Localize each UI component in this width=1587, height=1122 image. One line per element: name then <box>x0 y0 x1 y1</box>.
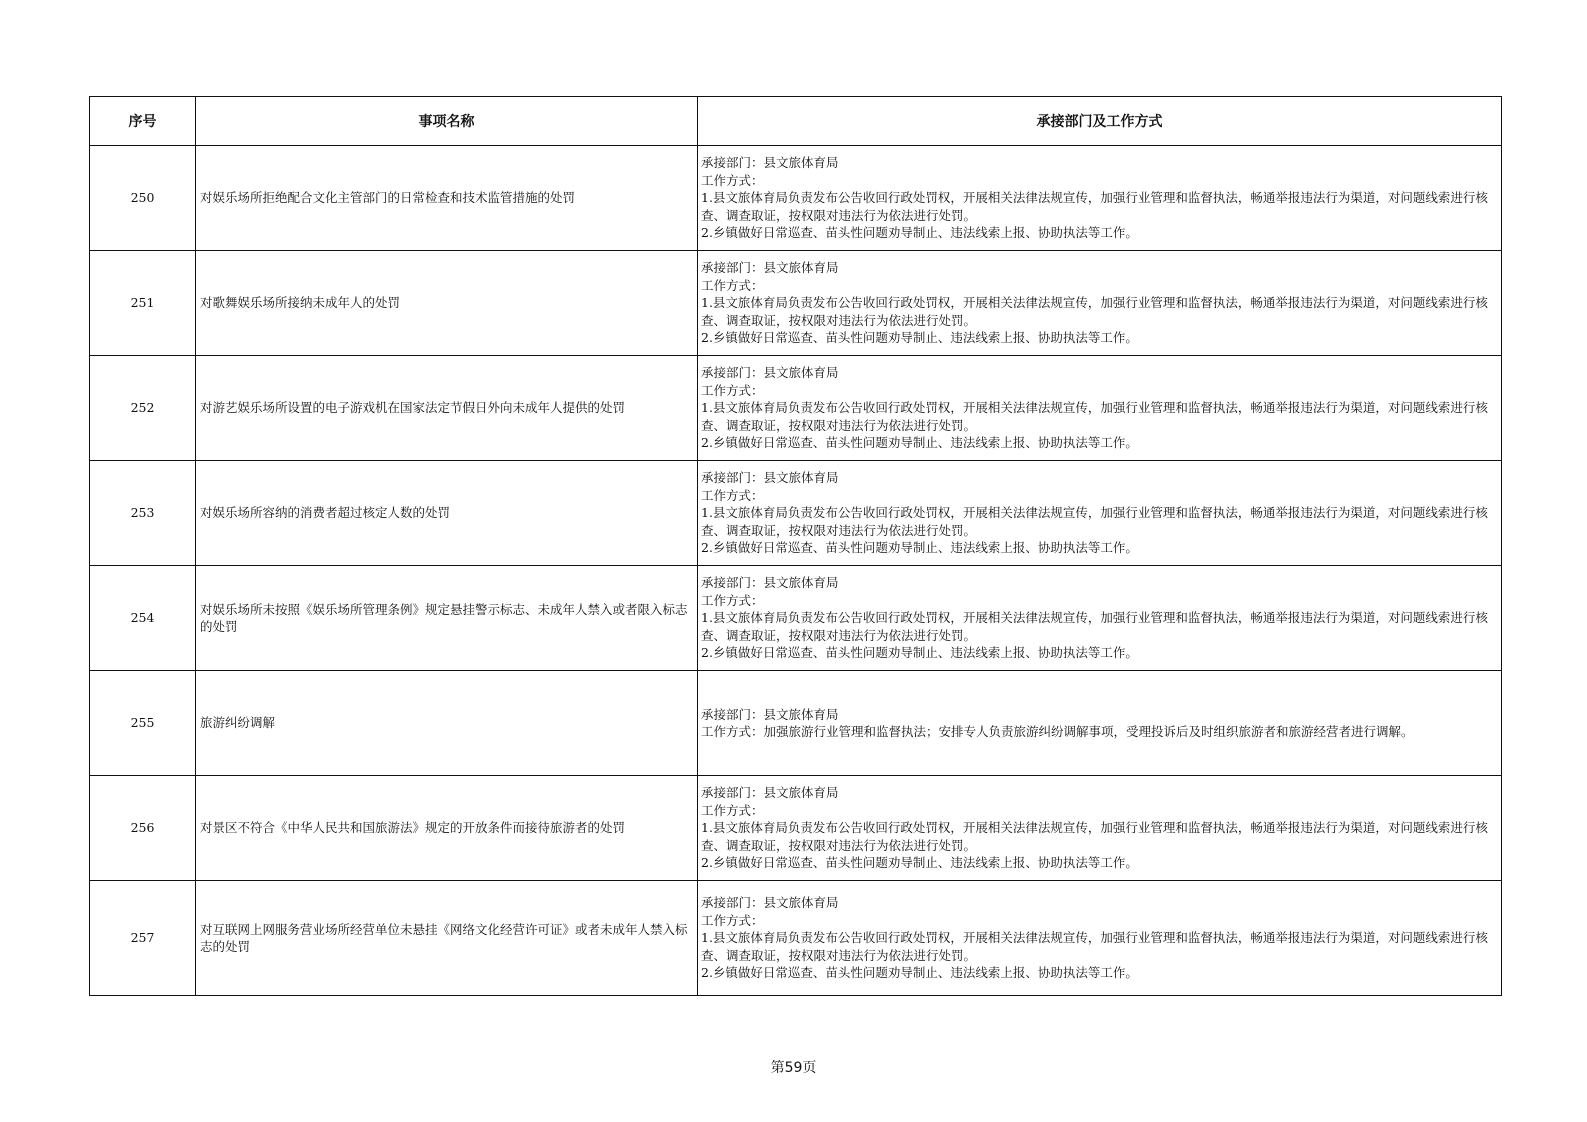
row-department: 承接部门：县文旅体育局 <box>701 260 839 276</box>
row-method-item-1: 1.县文旅体育局负责发布公告收回行政处罚权，开展相关法律法规宣传，加强行业管理和监督执法，畅通举报违法行为渠道，对问题线索进行核查、调查取证，按权限对违法行为依法进行处罚。 <box>701 505 1488 538</box>
table-row <box>90 881 1502 996</box>
items-table <box>89 96 1502 996</box>
table-row <box>90 146 1502 251</box>
row-department: 承接部门：县文旅体育局 <box>701 895 839 911</box>
row-department: 承接部门：县文旅体育局 <box>701 575 839 591</box>
row-serial-number: 251 <box>90 251 196 356</box>
row-item-name: 对游艺娱乐场所设置的电子游戏机在国家法定节假日外向未成年人提供的处罚 <box>196 356 698 461</box>
row-method-label: 工作方式： <box>701 592 764 608</box>
row-method-label: 工作方式：加强旅游行业管理和监督执法；安排专人负责旅游纠纷调解事项，受理投诉后及时组织旅游者和旅游经营者进行调解。 <box>701 724 1414 739</box>
row-department: 承接部门：县文旅体育局 <box>701 155 839 171</box>
row-method-item-2: 2.乡镇做好日常巡查、苗头性问题劝导制止、违法线索上报、协助执法等工作。 <box>701 965 1138 981</box>
row-item-name: 对景区不符合《中华人民共和国旅游法》规定的开放条件而接待旅游者的处罚 <box>196 776 698 881</box>
row-method-item-2: 2.乡镇做好日常巡查、苗头性问题劝导制止、违法线索上报、协助执法等工作。 <box>701 645 1138 661</box>
row-method-item-1: 1.县文旅体育局负责发布公告收回行政处罚权，开展相关法律法规宣传，加强行业管理和监督执法，畅通举报违法行为渠道，对问题线索进行核查、调查取证，按权限对违法行为依法进行处罚。 <box>701 190 1488 223</box>
row-method-label: 工作方式： <box>701 382 764 398</box>
row-method-item-2: 2.乡镇做好日常巡查、苗头性问题劝导制止、违法线索上报、协助执法等工作。 <box>701 330 1138 346</box>
row-method-item-1: 1.县文旅体育局负责发布公告收回行政处罚权，开展相关法律法规宣传，加强行业管理和监督执法，畅通举报违法行为渠道，对问题线索进行核查、调查取证，按权限对违法行为依法进行处罚。 <box>701 295 1488 328</box>
table-row <box>90 776 1502 881</box>
row-method-item-2: 2.乡镇做好日常巡查、苗头性问题劝导制止、违法线索上报、协助执法等工作。 <box>701 855 1138 871</box>
table-row <box>90 356 1502 461</box>
row-item-name: 旅游纠纷调解 <box>196 671 698 776</box>
row-method-item-1: 1.县文旅体育局负责发布公告收回行政处罚权，开展相关法律法规宣传，加强行业管理和监督执法，畅通举报违法行为渠道，对问题线索进行核查、调查取证，按权限对违法行为依法进行处罚。 <box>701 610 1488 643</box>
row-method-label: 工作方式： <box>701 277 764 293</box>
row-item-name: 对娱乐场所拒绝配合文化主管部门的日常检查和技术监管措施的处罚 <box>196 146 698 251</box>
row-method-item-1: 1.县文旅体育局负责发布公告收回行政处罚权，开展相关法律法规宣传，加强行业管理和监督执法，畅通举报违法行为渠道，对问题线索进行核查、调查取证，按权限对违法行为依法进行处罚。 <box>701 820 1488 853</box>
row-department-and-method <box>698 146 1502 251</box>
row-serial-number: 254 <box>90 566 196 671</box>
row-department-and-method <box>698 671 1502 776</box>
header-serial-number: 序号 <box>90 97 196 146</box>
row-department: 承接部门：县文旅体育局 <box>701 470 839 486</box>
row-department-and-method <box>698 356 1502 461</box>
row-department-and-method <box>698 881 1502 996</box>
row-department: 承接部门：县文旅体育局 <box>701 365 839 381</box>
row-serial-number: 253 <box>90 461 196 566</box>
table-header-row <box>90 97 1502 146</box>
header-item-name: 事项名称 <box>196 97 698 146</box>
row-method-label: 工作方式： <box>701 802 764 818</box>
table-row <box>90 251 1502 356</box>
row-item-name: 对娱乐场所容纳的消费者超过核定人数的处罚 <box>196 461 698 566</box>
row-item-name: 对娱乐场所未按照《娱乐场所管理条例》规定悬挂警示标志、未成年人禁入或者限入标志的处罚 <box>196 566 698 671</box>
row-method-label: 工作方式： <box>701 912 764 928</box>
row-item-name: 对互联网上网服务营业场所经营单位未悬挂《网络文化经营许可证》或者未成年人禁入标志的处罚 <box>196 881 698 996</box>
row-method-label: 工作方式： <box>701 172 764 188</box>
row-serial-number: 256 <box>90 776 196 881</box>
row-serial-number: 255 <box>90 671 196 776</box>
row-item-name: 对歌舞娱乐场所接纳未成年人的处罚 <box>196 251 698 356</box>
row-method-item-1: 1.县文旅体育局负责发布公告收回行政处罚权，开展相关法律法规宣传，加强行业管理和监督执法，畅通举报违法行为渠道，对问题线索进行核查、调查取证，按权限对违法行为依法进行处罚。 <box>701 930 1488 963</box>
row-department: 承接部门：县文旅体育局 <box>701 785 839 801</box>
table-row <box>90 461 1502 566</box>
row-serial-number: 257 <box>90 881 196 996</box>
row-method-item-1: 1.县文旅体育局负责发布公告收回行政处罚权，开展相关法律法规宣传，加强行业管理和监督执法，畅通举报违法行为渠道，对问题线索进行核查、调查取证，按权限对违法行为依法进行处罚。 <box>701 400 1488 433</box>
table-row <box>90 671 1502 776</box>
row-department-and-method <box>698 776 1502 881</box>
page-number: 第59页 <box>770 1060 817 1076</box>
row-department-and-method <box>698 566 1502 671</box>
row-method-item-2: 2.乡镇做好日常巡查、苗头性问题劝导制止、违法线索上报、协助执法等工作。 <box>701 435 1138 451</box>
table-row <box>90 566 1502 671</box>
header-department-and-method: 承接部门及工作方式 <box>698 97 1502 146</box>
row-department: 承接部门：县文旅体育局 <box>701 706 839 722</box>
row-serial-number: 252 <box>90 356 196 461</box>
row-serial-number: 250 <box>90 146 196 251</box>
row-method-item-2: 2.乡镇做好日常巡查、苗头性问题劝导制止、违法线索上报、协助执法等工作。 <box>701 225 1138 241</box>
row-department-and-method <box>698 461 1502 566</box>
row-method-item-2: 2.乡镇做好日常巡查、苗头性问题劝导制止、违法线索上报、协助执法等工作。 <box>701 540 1138 556</box>
row-method-label: 工作方式： <box>701 487 764 503</box>
row-department-and-method <box>698 251 1502 356</box>
